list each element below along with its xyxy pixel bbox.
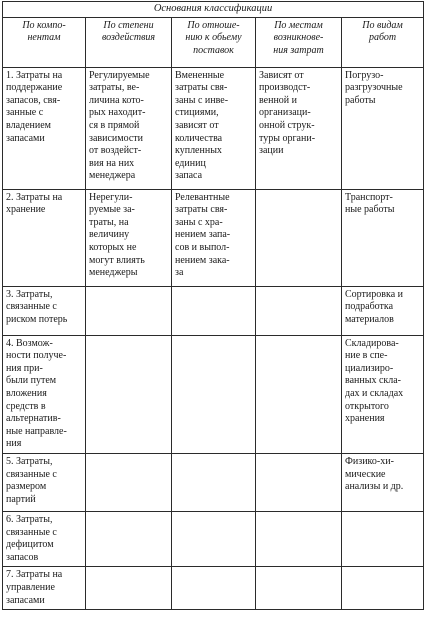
table-cell: Вмененные затраты свя- заны с инве- стициями, зависят от количества купленных единиц запаса [172, 67, 256, 189]
column-header: По местам возникнове- ния затрат [256, 17, 342, 67]
table-cell [86, 567, 172, 610]
table-cell: Зависят от производст- венной и организаци- онной струк- туры органи- зации [256, 67, 342, 189]
table-cell: Релевантные затраты свя- заны с хра- нением запа- сов и выпол- нением зака- за [172, 189, 256, 286]
table-row [3, 511, 424, 566]
table-cell [256, 453, 342, 511]
table-row [3, 453, 424, 511]
column-header: По компо- нентам [3, 17, 86, 67]
table-cell [172, 511, 256, 566]
table-cell: Нерегули- руемые за- траты, на величину которых не могут влиять менеджеры [86, 189, 172, 286]
table-row [3, 67, 424, 189]
super-header: Основания классификации [3, 2, 424, 18]
table-cell [256, 567, 342, 610]
table-cell [256, 189, 342, 286]
table-cell: 7. Затраты на управление запасами [3, 567, 86, 610]
table-cell: Складирова- ние в спе- циализиро- ванных скла- дах и складах открытого хранения [342, 335, 424, 453]
table-cell: Физико-хи- мические анализы и др. [342, 453, 424, 511]
table-cell [86, 286, 172, 335]
table-cell [256, 511, 342, 566]
table-cell [86, 335, 172, 453]
column-header: По отноше- нию к обьему поставок [172, 17, 256, 67]
table-row [3, 189, 424, 286]
table-row [3, 567, 424, 610]
table-cell: Сортировка и подработка материалов [342, 286, 424, 335]
super-header-row [3, 2, 424, 18]
table-cell: 2. Затраты на хранение [3, 189, 86, 286]
table-cell: Регулируемые затраты, ве- личина кото- рых находит- ся в прямой зависимости от воздейст- вия на них менеджера [86, 67, 172, 189]
table-cell [86, 511, 172, 566]
table-cell [172, 567, 256, 610]
table-cell [342, 511, 424, 566]
table-cell: 6. Затраты, связанные с дефицитом запасов [3, 511, 86, 566]
table-cell [256, 335, 342, 453]
column-header: По видам работ [342, 17, 424, 67]
table-cell [342, 567, 424, 610]
table-row [3, 335, 424, 453]
table-cell: 4. Возмож- ности получе- ния при- были путем вложения средств в альтернатив- ные направле- ния [3, 335, 86, 453]
table-cell [172, 335, 256, 453]
column-header: По степени воздействия [86, 17, 172, 67]
table-row [3, 286, 424, 335]
table-cell: Транспорт- ные работы [342, 189, 424, 286]
table-cell [172, 286, 256, 335]
table-cell: 3. Затраты, связанные с риском потерь [3, 286, 86, 335]
table-cell: 1. Затраты на поддержание запасов, свя- занные с владением запасами [3, 67, 86, 189]
table-cell [172, 453, 256, 511]
header-row [3, 17, 424, 67]
classification-table [2, 1, 424, 610]
table-cell: Погрузо- разгрузочные работы [342, 67, 424, 189]
table-cell: 5. Затраты, связанные с размером партий [3, 453, 86, 511]
table-cell [256, 286, 342, 335]
table-cell [86, 453, 172, 511]
